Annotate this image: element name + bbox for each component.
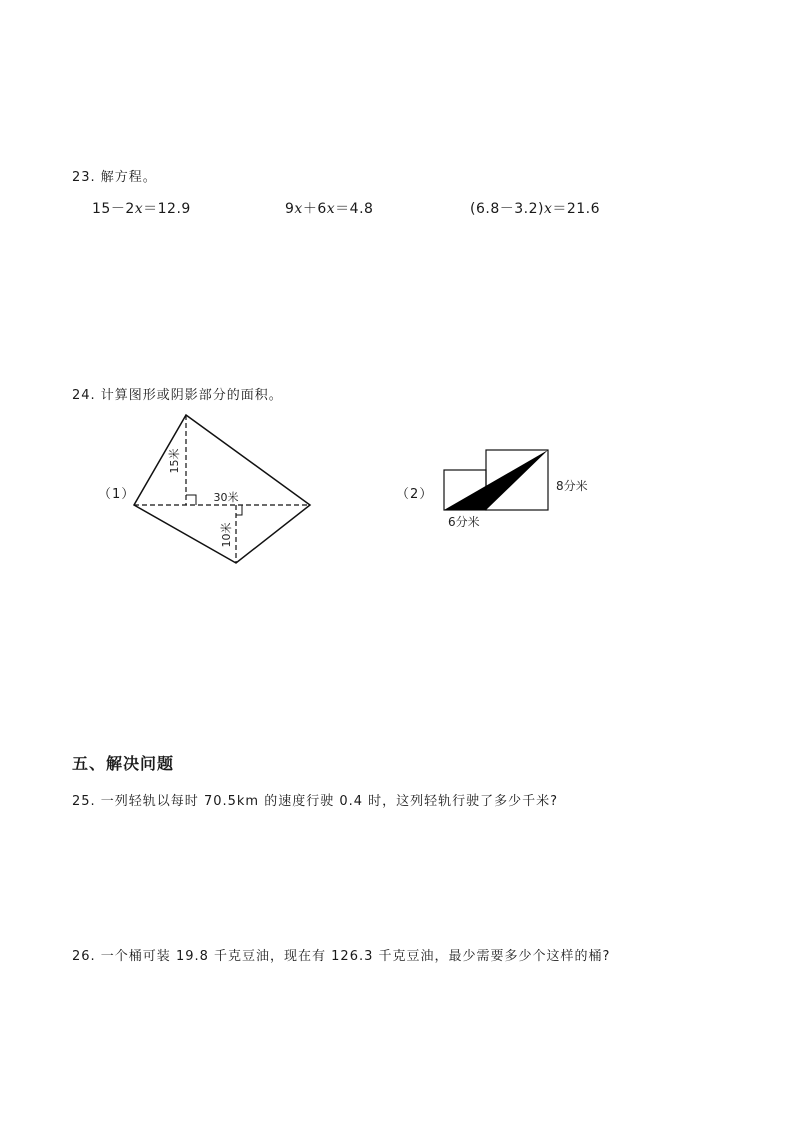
equation-3 xyxy=(470,198,600,218)
equation-1 xyxy=(92,198,191,218)
fig1-label: （1） xyxy=(98,487,136,502)
right-angle-mark-top xyxy=(186,495,196,505)
eq2-var2: x xyxy=(326,201,336,217)
shaded-triangle xyxy=(444,450,548,510)
eq3-var: x xyxy=(543,201,553,217)
eq3-right: ＝21.6 xyxy=(552,201,601,217)
eq1-right: ＝12.9 xyxy=(143,201,191,217)
figure-1-quadrilateral xyxy=(120,405,330,575)
q24-title: 24. 计算图形或阴影部分的面积。 xyxy=(72,388,283,403)
width-label-fig2: 6分米 xyxy=(448,515,480,529)
eq2-mid: ＋6 xyxy=(302,201,327,217)
top-height-label: 15米 xyxy=(168,448,181,474)
figure-2-shaded xyxy=(440,445,610,535)
section-title: 五、解决问题 xyxy=(72,754,175,773)
q26-text: 26. 一个桶可装 19.8 千克豆油，现在有 126.3 千克豆油，最少需要多少个这样的桶? xyxy=(72,949,611,964)
equation-2 xyxy=(285,198,373,218)
width-label: 30米 xyxy=(213,491,239,504)
q25-text: 25. 一列轻轨以每时 70.5km 的速度行驶 0.4 时，这列轻轨行驶了多少千米? xyxy=(72,794,559,809)
eq2-right: ＝4.8 xyxy=(335,201,374,217)
eq2-a: 9 xyxy=(285,201,295,217)
eq3-left: (6.8－3.2) xyxy=(470,201,544,217)
q23-title: 23. 解方程。 xyxy=(72,170,157,185)
height-label: 8分米 xyxy=(556,479,588,493)
eq1-left: 15－2 xyxy=(92,201,135,217)
bottom-height-label: 10米 xyxy=(220,522,233,548)
eq1-var: x xyxy=(134,201,144,217)
right-angle-mark-bottom xyxy=(236,505,242,515)
fig2-label: （2） xyxy=(396,487,434,502)
eq2-var1: x xyxy=(294,201,303,217)
